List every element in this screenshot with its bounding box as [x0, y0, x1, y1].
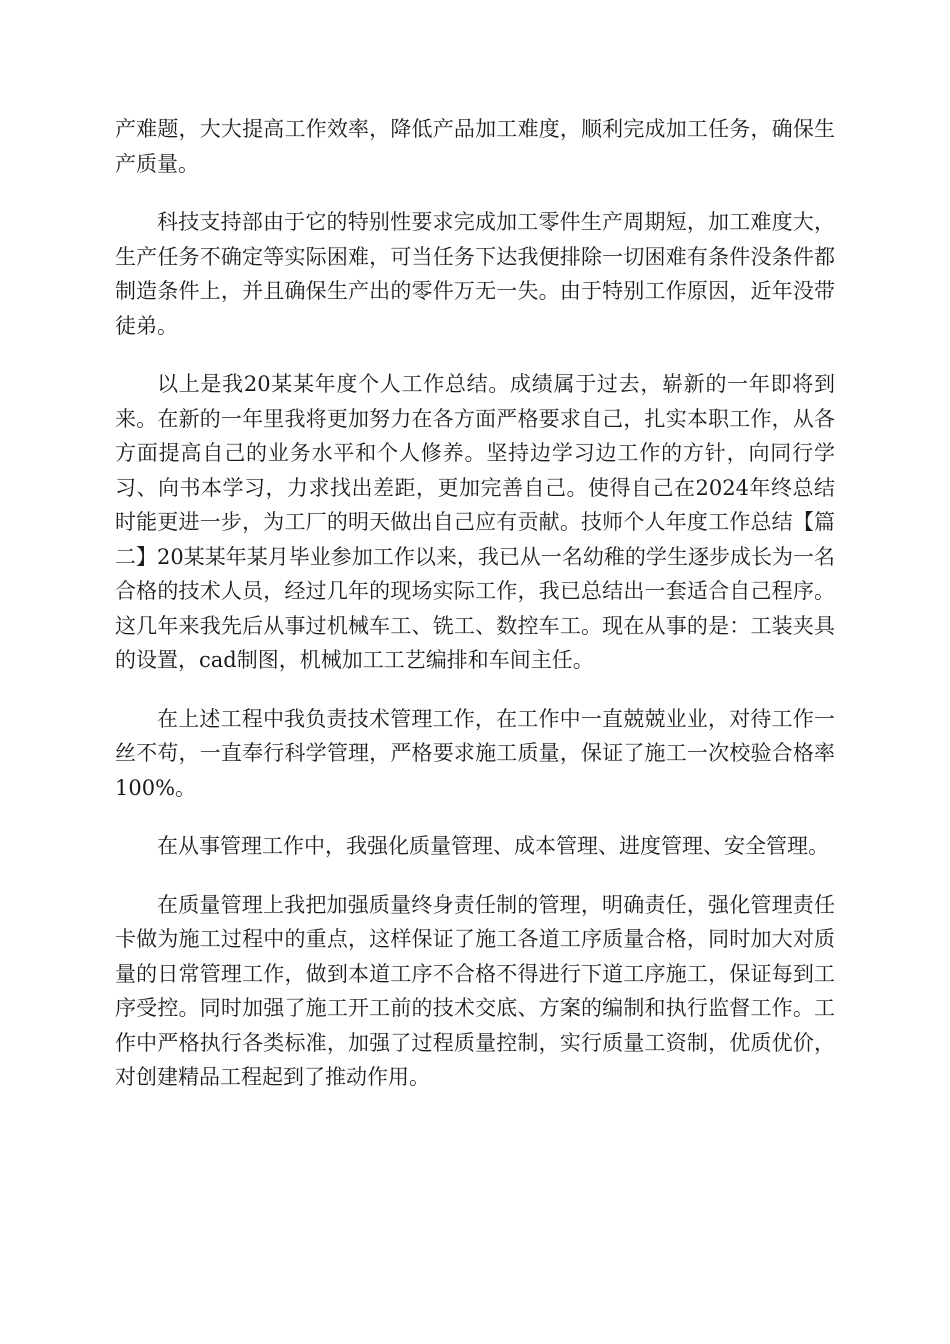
paragraph-tech-support: 科技支持部由于它的特别性要求完成加工零件生产周期短，加工难度大，生产任务不确定等实际困难，可当任务下达我便排除一切困难有条件没条件都制造条件上，并且确保生产出的零件万无一失。由于特别工作原因，近年没带徒弟。	[115, 210, 835, 338]
paragraph-management-areas: 在从事管理工作中，我强化质量管理、成本管理、进度管理、安全管理。	[157, 834, 829, 858]
paragraph-annual-summary: 以上是我20某某年度个人工作总结。成绩属于过去，崭新的一年即将到来。在新的一年里我将更加努力在各方面严格要求自己，扎实本职工作，从各方面提高自己的业务水平和个人修养。坚持边学习边工作的方针，向同行学习、向书本学习，力求找出差距，更加完善自己。使得自己在2024年终总结时能更进一步，为工厂的明天做出自己应有贡献。技师个人年度工作总结【篇二】20某某年某月毕业参加工作以来，我已从一名幼稚的学生逐步成长为一名合格的技术人员，经过几年的现场实际工作，我已总结出一套适合自己程序。这几年来我先后从事过机械车工、铣工、数控车工。现在从事的是：工装夹具的设置，cad制图，机械加工工艺编排和车间主任。	[115, 372, 835, 672]
paragraph-technical-management: 在上述工程中我负责技术管理工作，在工作中一直兢兢业业，对待工作一丝不苟，一直奉行科学管理，严格要求施工质量，保证了施工一次校验合格率100%。	[115, 706, 835, 800]
document-body	[115, 112, 835, 1119]
paragraph-quality-management: 在质量管理上我把加强质量终身责任制的管理，明确责任，强化管理责任卡做为施工过程中的重点，这样保证了施工各道工序质量合格，同时加大对质量的日常管理工作，做到本道工序不合格不得进行下道工序施工，保证每到工序受控。同时加强了施工开工前的技术交底、方案的编制和执行监督工作。工作中严格执行各类标准，加强了过程质量控制，实行质量工资制，优质优价，对创建精品工程起到了推动作用。	[115, 892, 835, 1089]
paragraph-continuation: 产难题，大大提高工作效率，降低产品加工难度，顺利完成加工任务，确保生产质量。	[115, 117, 835, 176]
